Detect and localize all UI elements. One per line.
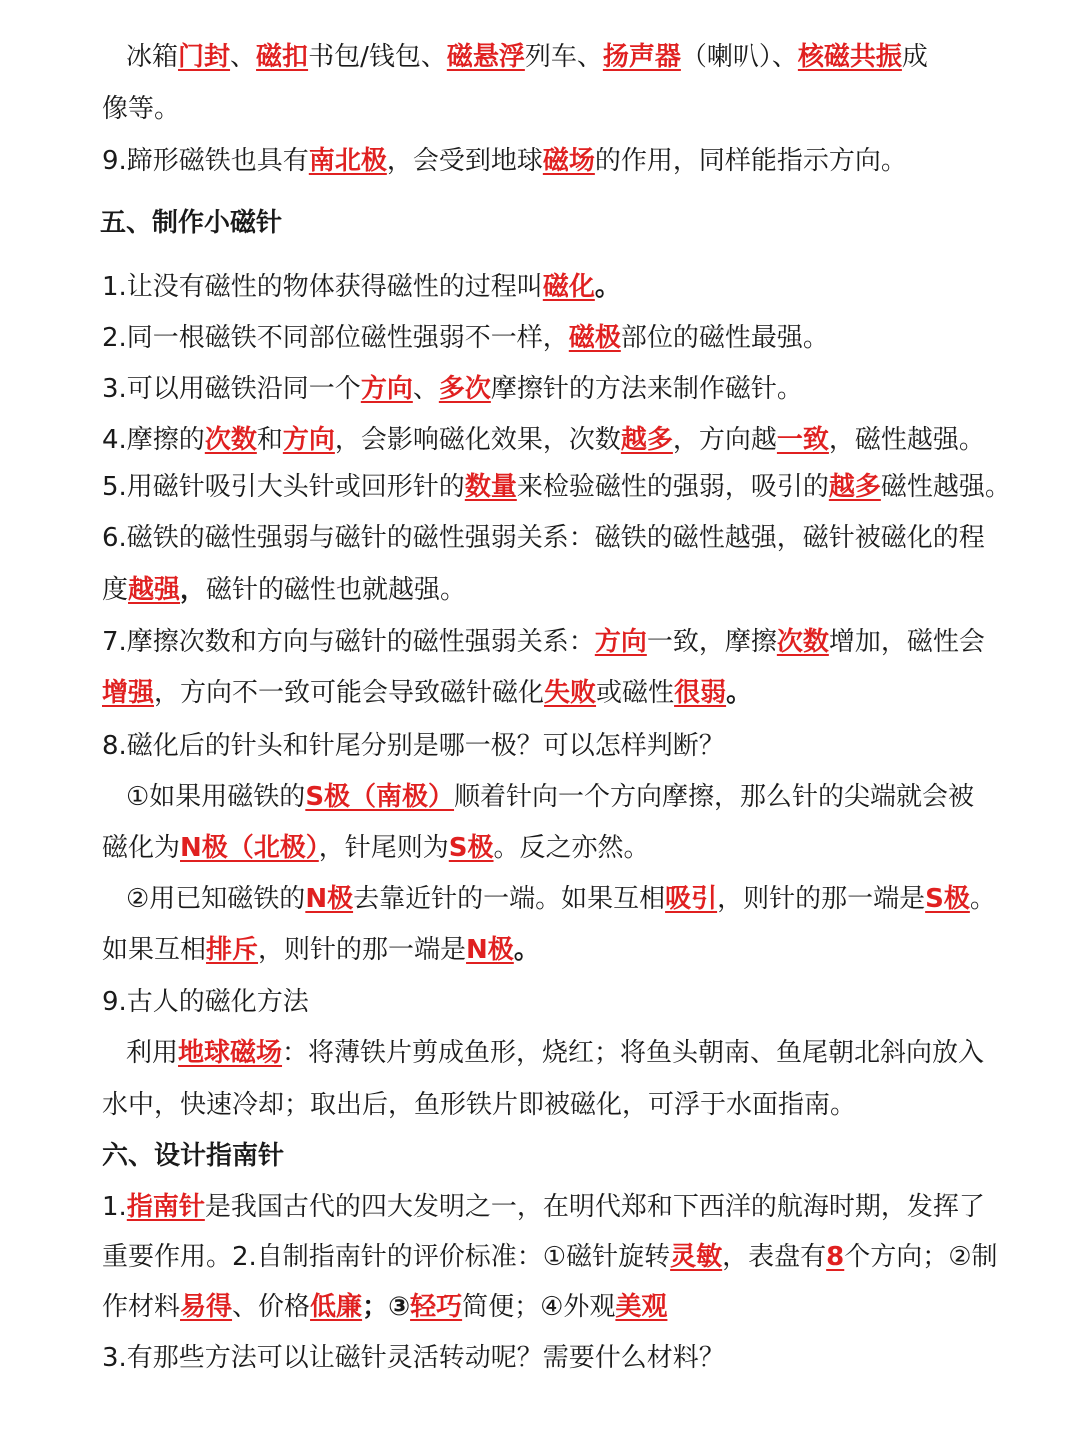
text-segment: ，方向不一致可能会导致磁针磁化 xyxy=(154,678,545,708)
highlighted-term: 灵敏 xyxy=(670,1242,723,1272)
text-segment: 部位的磁性最强。 xyxy=(620,323,829,353)
text-segment: 水中，快速冷却；取出后，鱼形铁片即被磁化，可浮于水面指南。 xyxy=(102,1090,857,1120)
text-segment: 、价格 xyxy=(232,1292,311,1322)
highlighted-term: 越多 xyxy=(620,425,673,455)
text-segment: （喇叭）、 xyxy=(680,42,798,72)
text-segment: 冰箱 xyxy=(126,42,179,72)
highlighted-term: 次数 xyxy=(776,627,829,657)
highlighted-term: 失败 xyxy=(544,678,597,708)
text-segment: 3.可以用磁铁沿同一个 xyxy=(102,374,361,404)
text-segment: 5.用磁针吸引大头针或回形针的 xyxy=(102,472,465,502)
highlighted-term: 指南针 xyxy=(126,1192,205,1222)
text-line xyxy=(102,270,1080,304)
text-segment: 增加，磁性会 xyxy=(828,627,985,657)
text-segment: 磁性越强。 xyxy=(880,472,1011,502)
text-segment: 简便；④外观 xyxy=(462,1292,616,1322)
highlighted-term: 多次 xyxy=(438,374,491,404)
text-segment: 一致，摩擦 xyxy=(646,627,777,657)
highlighted-term: 吸引 xyxy=(665,884,718,914)
text-segment: 作材料 xyxy=(102,1292,181,1322)
highlighted-term: 易得 xyxy=(180,1292,233,1322)
text-segment: 4.摩擦的 xyxy=(102,425,205,455)
text-segment: 是我国古代的四大发明之一，在明代郑和下西洋的航海时期，发挥了 xyxy=(204,1192,985,1222)
section-heading xyxy=(102,1139,1080,1173)
highlighted-term: 越强 xyxy=(128,575,181,605)
text-segment: ，会影响磁化效果，次数 xyxy=(334,425,621,455)
highlighted-term: S极（南极） xyxy=(305,782,455,812)
highlighted-term: 轻巧 xyxy=(410,1292,463,1322)
text-segment: 的作用，同样能指示方向。 xyxy=(594,146,907,176)
text-segment: ，方向越 xyxy=(672,425,777,455)
highlighted-term: S极 xyxy=(925,884,970,914)
text-segment: ，则针的那一端是 xyxy=(258,935,467,965)
text-line xyxy=(102,1190,1080,1224)
text-segment: ，磁性越强。 xyxy=(828,425,985,455)
text-segment: 利用 xyxy=(126,1038,179,1068)
text-line xyxy=(102,92,1080,126)
highlighted-term: 8 xyxy=(826,1242,845,1272)
text-line xyxy=(102,1341,1080,1375)
section-heading xyxy=(100,206,1080,240)
text-line xyxy=(102,985,1080,1019)
highlighted-term: 门封 xyxy=(178,42,231,72)
text-segment: 。 xyxy=(969,884,996,914)
text-line xyxy=(126,1036,1080,1070)
text-segment: 9.蹄形磁铁也具有 xyxy=(102,146,309,176)
highlighted-term: 数量 xyxy=(464,472,517,502)
text-segment: 2.同一根磁铁不同部位磁性强弱不一样， xyxy=(102,323,569,353)
text-line xyxy=(102,729,1080,763)
text-segment: 8.磁化后的针头和针尾分别是哪一极？可以怎样判断？ xyxy=(102,731,725,761)
text-line xyxy=(102,423,1080,457)
text-segment: 书包/钱包、 xyxy=(308,42,447,72)
highlighted-term: 方向 xyxy=(282,425,335,455)
text-segment: 、 xyxy=(230,42,257,72)
text-segment: 磁针的磁性也就越强。 xyxy=(206,575,467,605)
text-line xyxy=(126,780,1080,814)
text-line xyxy=(102,1088,1080,1122)
text-segment: 个方向；②制 xyxy=(844,1242,998,1272)
text-segment: 去靠近针的一端。如果互相 xyxy=(353,884,666,914)
text-segment: 7.摩擦次数和方向与磁针的磁性强弱关系： xyxy=(102,627,595,657)
text-segment: ，针尾则为 xyxy=(318,833,449,863)
text-segment: 像等。 xyxy=(102,94,181,124)
text-segment: 9.古人的磁化方法 xyxy=(102,987,309,1017)
bold-text: 。 xyxy=(594,272,621,302)
text-segment: ，会受到地球 xyxy=(386,146,543,176)
text-segment: 摩擦针的方法来制作磁针。 xyxy=(490,374,803,404)
highlighted-term: 越多 xyxy=(828,472,881,502)
highlighted-term: 磁极 xyxy=(568,323,621,353)
highlighted-term: 磁化 xyxy=(542,272,595,302)
text-segment: 或磁性 xyxy=(596,678,675,708)
highlighted-term: 核磁共振 xyxy=(797,42,902,72)
bold-text: 。 xyxy=(726,678,753,708)
text-segment: 六、设计指南针 xyxy=(102,1141,285,1171)
text-line xyxy=(102,831,1080,865)
text-segment: 五、制作小磁针 xyxy=(100,208,283,238)
text-segment: ，表盘有 xyxy=(722,1242,827,1272)
text-line xyxy=(102,470,1080,504)
text-segment: 列车、 xyxy=(524,42,603,72)
highlighted-term: 很弱 xyxy=(674,678,727,708)
text-segment: 如果互相 xyxy=(102,935,207,965)
text-line xyxy=(102,573,1080,607)
text-segment: ②用已知磁铁的 xyxy=(126,884,306,914)
text-segment: 重要作用。2.自制指南针的评价标准：①磁针旋转 xyxy=(102,1242,671,1272)
text-line xyxy=(102,1290,1080,1324)
text-line xyxy=(102,521,1080,555)
highlighted-term: 增强 xyxy=(102,678,155,708)
highlighted-term: N极（北极） xyxy=(180,833,319,863)
highlighted-term: 美观 xyxy=(615,1292,668,1322)
highlighted-term: 一致 xyxy=(776,425,829,455)
text-line xyxy=(102,372,1080,406)
text-segment: 。反之亦然。 xyxy=(493,833,650,863)
text-segment: 磁化为 xyxy=(102,833,181,863)
highlighted-term: 次数 xyxy=(204,425,257,455)
text-line xyxy=(102,321,1080,355)
text-segment: 1.让没有磁性的物体获得磁性的过程叫 xyxy=(102,272,543,302)
highlighted-term: 磁场 xyxy=(542,146,595,176)
text-segment: 顺着针向一个方向摩擦，那么针的尖端就会被 xyxy=(454,782,975,812)
highlighted-term: 低廉 xyxy=(310,1292,363,1322)
bold-text: ；③ xyxy=(362,1292,411,1322)
text-segment: ，则针的那一端是 xyxy=(717,884,926,914)
text-line xyxy=(102,676,1080,710)
highlighted-term: 方向 xyxy=(360,374,413,404)
highlighted-term: 南北极 xyxy=(308,146,387,176)
highlighted-term: 扬声器 xyxy=(602,42,681,72)
text-line xyxy=(102,144,1080,178)
text-segment: 6.磁铁的磁性强弱与磁针的磁性强弱关系：磁铁的磁性越强，磁针被磁化的程 xyxy=(102,523,985,553)
text-segment: ①如果用磁铁的 xyxy=(126,782,306,812)
highlighted-term: S极 xyxy=(448,833,494,863)
highlighted-term: N极 xyxy=(305,884,354,914)
bold-text: ， xyxy=(180,575,207,605)
text-segment: 度 xyxy=(102,575,129,605)
text-segment: ：将薄铁片剪成鱼形，烧红；将鱼头朝南、鱼尾朝北斜向放入 xyxy=(282,1038,985,1068)
bold-text: 。 xyxy=(513,935,540,965)
text-line xyxy=(102,1240,1080,1274)
text-line xyxy=(102,933,1080,967)
text-segment: 来检验磁性的强弱，吸引的 xyxy=(516,472,829,502)
highlighted-term: 排斥 xyxy=(206,935,259,965)
highlighted-term: 磁扣 xyxy=(256,42,309,72)
highlighted-term: 方向 xyxy=(594,627,647,657)
highlighted-term: N极 xyxy=(466,935,514,965)
text-segment: 1. xyxy=(102,1192,127,1222)
text-line xyxy=(126,882,1080,916)
text-segment: 和 xyxy=(256,425,283,455)
text-segment: 3.有那些方法可以让磁针灵活转动呢？需要什么材料？ xyxy=(102,1343,725,1373)
highlighted-term: 磁悬浮 xyxy=(446,42,525,72)
text-segment: 成 xyxy=(901,42,928,72)
text-line xyxy=(126,40,1080,74)
text-line xyxy=(102,625,1080,659)
text-segment: 、 xyxy=(412,374,439,404)
highlighted-term: 地球磁场 xyxy=(178,1038,283,1068)
